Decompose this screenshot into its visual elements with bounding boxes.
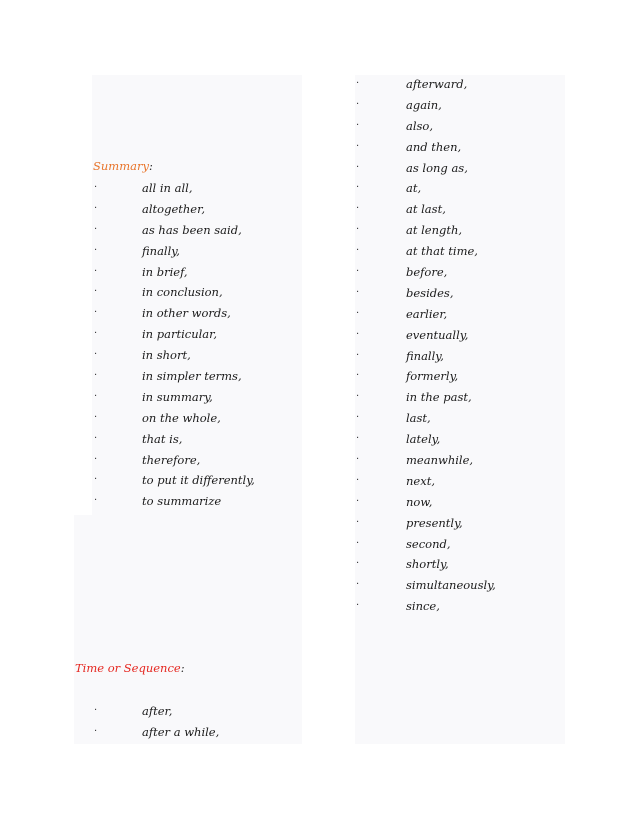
- list-item-text: eventually,: [406, 327, 469, 342]
- list-item-text: in particular,: [142, 327, 218, 342]
- summary-heading: [93, 159, 153, 173]
- list-item-text: in brief,: [142, 264, 188, 279]
- bullet-dot: ·: [94, 390, 98, 402]
- bullet-dot: ·: [356, 140, 360, 152]
- list-item-text: after,: [142, 704, 173, 718]
- bullet-dot: ·: [94, 432, 98, 444]
- bullet-dot: ·: [356, 495, 360, 507]
- bullet-dot: ·: [356, 119, 360, 131]
- bullet-dot: ·: [356, 579, 360, 591]
- summary-heading-colon: :: [148, 159, 153, 173]
- list-item-text: besides,: [406, 285, 454, 300]
- bullet-dot: ·: [356, 349, 360, 361]
- bullet-dot: ·: [94, 349, 98, 361]
- list-item-text: that is,: [142, 431, 183, 446]
- bullet-dot: ·: [94, 495, 98, 507]
- bullet-dot: ·: [356, 224, 360, 236]
- time-sequence-heading: [75, 661, 185, 675]
- list-item-text: last,: [406, 411, 431, 426]
- bullet-dot: ·: [94, 705, 98, 716]
- bullet-dot: ·: [94, 328, 98, 340]
- bullet-dot: ·: [94, 370, 98, 382]
- list-item-text: all in all,: [142, 181, 193, 195]
- list-item-text: in other words,: [142, 306, 231, 321]
- list-item-text: since,: [406, 599, 440, 614]
- list-item-text: formerly,: [406, 369, 459, 384]
- bullet-dot: ·: [356, 266, 360, 278]
- list-item-text: in the past,: [406, 390, 472, 405]
- bullet-dot: ·: [356, 328, 360, 340]
- list-item-text: on the whole,: [142, 410, 221, 425]
- bullet-dot: ·: [356, 182, 360, 194]
- bullet-dot: ·: [356, 307, 360, 319]
- list-item-text: meanwhile,: [406, 453, 474, 468]
- bullet-dot: ·: [94, 265, 98, 277]
- list-item-text: in conclusion,: [142, 285, 223, 300]
- list-item-text: earlier,: [406, 306, 448, 321]
- list-item-text: at length,: [406, 223, 463, 238]
- bullet-dot: ·: [94, 411, 98, 423]
- list-item-text: at last,: [406, 202, 446, 217]
- time-sequence-heading-colon: :: [180, 661, 185, 675]
- bullet-dot: ·: [94, 725, 98, 737]
- bullet-dot: ·: [356, 391, 360, 403]
- list-item-text: finally,: [142, 243, 180, 258]
- time-sequence-heading-text: Time or Sequence: [75, 661, 181, 675]
- bullet-dot: ·: [94, 453, 98, 465]
- left-column-background-lower: [74, 515, 302, 744]
- bullet-dot: ·: [356, 537, 360, 549]
- bullet-dot: ·: [356, 203, 360, 215]
- list-item-text: to put it differently,: [142, 473, 255, 488]
- list-item-text: presently,: [406, 515, 463, 530]
- list-item-text: therefore,: [142, 452, 201, 467]
- list-item-text: altogether,: [142, 201, 205, 216]
- list-item-text: next,: [406, 473, 435, 488]
- list-item-text: to summarize: [142, 494, 222, 509]
- bullet-dot: ·: [356, 370, 360, 382]
- list-item-text: now,: [406, 494, 433, 509]
- list-item-text: in summary,: [142, 389, 213, 404]
- bullet-dot: ·: [94, 286, 98, 298]
- bullet-dot: ·: [94, 474, 98, 486]
- list-item-text: in simpler terms,: [142, 369, 242, 384]
- bullet-dot: ·: [356, 412, 360, 424]
- list-item-text: at that time,: [406, 244, 478, 259]
- list-item-text: at,: [406, 181, 422, 196]
- list-item-text: as has been said,: [142, 222, 242, 237]
- list-item-text: after a while,: [142, 724, 220, 739]
- bullet-dot: ·: [356, 433, 360, 445]
- bullet-dot: ·: [356, 98, 360, 110]
- bullet-dot: ·: [94, 244, 98, 256]
- list-item-text: afterward,: [406, 77, 468, 91]
- bullet-dot: ·: [356, 454, 360, 466]
- list-item-text: second,: [406, 536, 451, 551]
- bullet-dot: ·: [94, 202, 98, 214]
- bullet-dot: ·: [94, 307, 98, 319]
- list-item-text: simultaneously,: [406, 578, 496, 593]
- bullet-dot: ·: [356, 516, 360, 528]
- bullet-dot: ·: [356, 600, 360, 612]
- bullet-dot: ·: [356, 245, 360, 257]
- summary-heading-text: Summary: [93, 159, 149, 173]
- list-item-text: again,: [406, 97, 442, 112]
- list-item-text: also,: [406, 118, 434, 133]
- bullet-dot: ·: [94, 182, 98, 193]
- list-item-text: and then,: [406, 139, 462, 154]
- bullet-dot: ·: [356, 161, 360, 173]
- bullet-dot: ·: [356, 78, 360, 89]
- list-item-text: before,: [406, 265, 448, 280]
- list-item-text: in short,: [142, 348, 191, 363]
- list-item-text: shortly,: [406, 557, 449, 572]
- bullet-dot: ·: [356, 474, 360, 486]
- bullet-dot: ·: [356, 286, 360, 298]
- bullet-dot: ·: [94, 223, 98, 235]
- list-item-text: finally,: [406, 348, 444, 363]
- bullet-dot: ·: [356, 558, 360, 570]
- list-item-text: as long as,: [406, 160, 468, 175]
- list-item-text: lately,: [406, 432, 441, 447]
